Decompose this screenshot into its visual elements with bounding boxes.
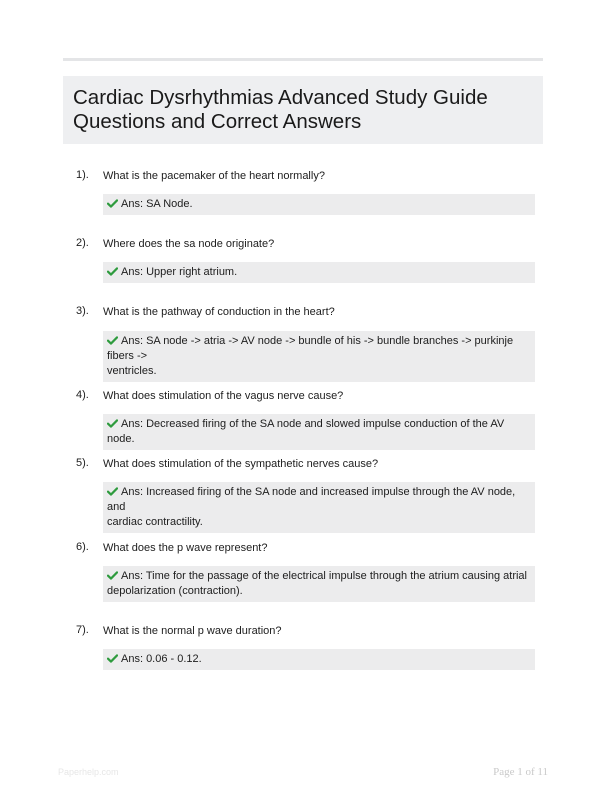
footer-watermark: Paperhelp.com	[58, 767, 119, 777]
question-number: 7).	[76, 624, 89, 636]
question-text: What is the normal p wave duration?	[103, 625, 282, 637]
answer-box	[103, 482, 535, 533]
checkmark-icon	[107, 199, 118, 208]
answer-text: Ans: 0.06 - 0.12.	[121, 653, 202, 665]
answer-box	[103, 649, 535, 670]
question-text: What is the pathway of conduction in the heart?	[103, 306, 335, 318]
question-text: What does stimulation of the vagus nerve cause?	[103, 390, 344, 402]
answer-box	[103, 194, 535, 215]
answer-text-line-2: cardiac contractility.	[107, 516, 203, 528]
answer-box	[103, 566, 535, 602]
question-number: 3).	[76, 305, 89, 317]
answer-box	[103, 414, 535, 450]
page-number: Page 1 of 11	[493, 766, 548, 778]
top-divider	[63, 58, 543, 61]
question-number: 2).	[76, 237, 89, 249]
answer-text: Ans: Decreased firing of the SA node and slowed impulse conduction of the AV node.	[107, 418, 505, 445]
answer-text-line-2: ventricles.	[107, 365, 157, 377]
question-text: Where does the sa node originate?	[103, 238, 275, 250]
title-line-2: Questions and Correct Answers	[73, 110, 362, 133]
checkmark-icon	[107, 654, 118, 663]
checkmark-icon	[107, 419, 118, 428]
checkmark-icon	[107, 571, 118, 580]
answer-box	[103, 262, 535, 283]
question-text: What does the p wave represent?	[103, 542, 268, 554]
answer-text: Ans: Upper right atrium.	[121, 266, 238, 278]
answer-text-line-2: depolarization (contraction).	[107, 585, 243, 597]
checkmark-icon	[107, 487, 118, 496]
checkmark-icon	[107, 267, 118, 276]
answer-text-line-1: Ans: Increased firing of the SA node and increased impulse through the AV node, and	[107, 486, 516, 513]
document-title	[63, 76, 543, 144]
answer-text-line-1: Ans: Time for the passage of the electrical impulse through the atrium causing atrial	[121, 570, 527, 582]
question-number: 1).	[76, 169, 89, 181]
answer-text-line-1: Ans: SA node -> atria -> AV node -> bundle of his -> bundle branches -> purkinje fibers ->	[107, 335, 514, 362]
checkmark-icon	[107, 336, 118, 345]
title-line-1: Cardiac Dysrhythmias Advanced Study Guide	[73, 86, 488, 109]
answer-box	[103, 331, 535, 382]
question-number: 6).	[76, 541, 89, 553]
question-text: What is the pacemaker of the heart normally?	[103, 170, 325, 182]
question-number: 4).	[76, 389, 89, 401]
answer-text: Ans: SA Node.	[121, 198, 193, 210]
question-number: 5).	[76, 457, 89, 469]
question-text: What does stimulation of the sympathetic nerves cause?	[103, 458, 379, 470]
